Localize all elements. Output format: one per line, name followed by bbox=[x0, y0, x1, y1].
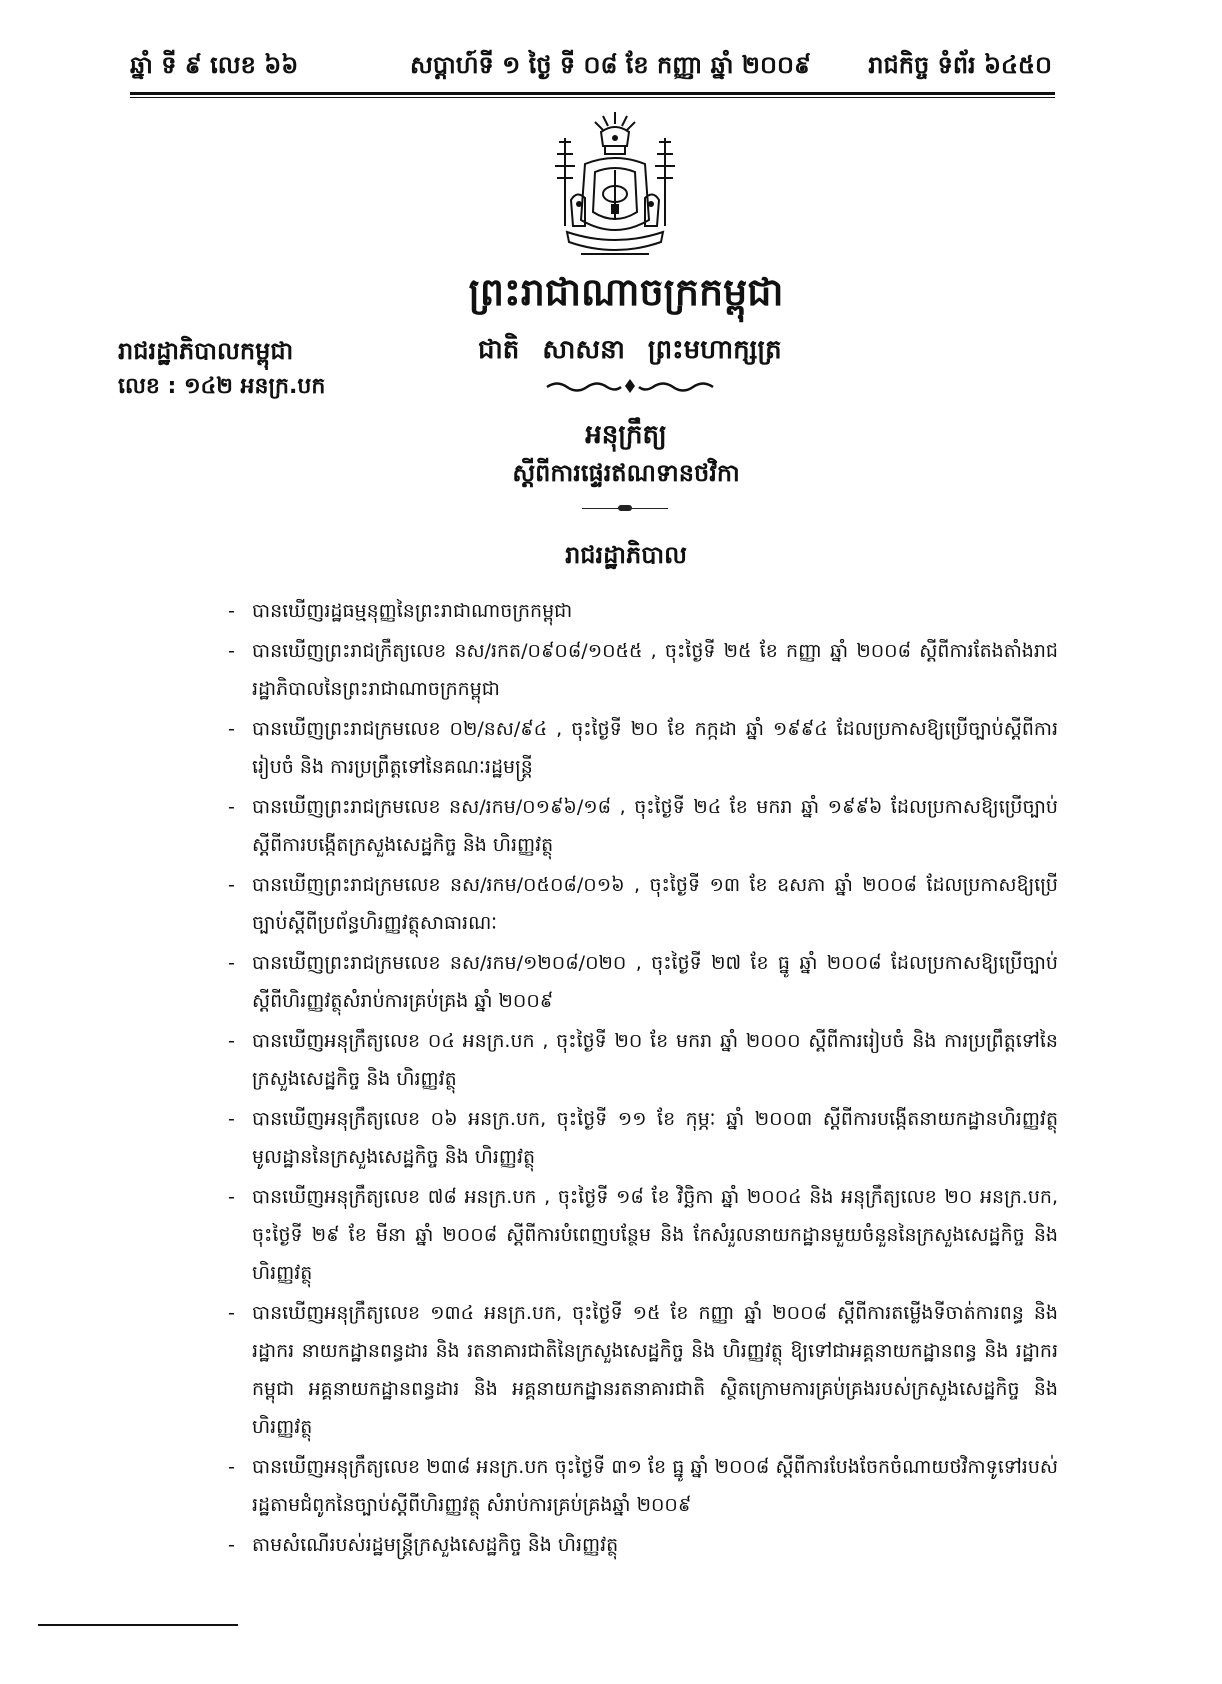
document-subject: ស្តីពីការផ្ទេរឥណទានថវិកា bbox=[512, 459, 740, 487]
clause-item: - បានឃើញអនុក្រឹត្យលេខ ០៤ អនក្រ.បក , ចុះថ្ងៃទី ២០ ខែ មករា ឆ្នាំ ២០០០ ស្តីពីការរៀបចំ និង ការប្រព្រឹត្តទៅនៃក្រសួងសេដ្ឋកិច្ច និង ហិរញ្ញវត្ថុ bbox=[228, 1022, 1058, 1098]
clause-item: - បានឃើញព្រះរាជក្រមលេខ នស/រកម/០៥០៨/០១៦ , ចុះថ្ងៃទី ១៣ ខែ ឧសភា ឆ្នាំ ២០០៨ ដែលប្រកាសឱ្យប្រើច្បាប់ស្តីពីប្រព័ន្ធហិរញ្ញវត្ថុសាធារណៈ bbox=[228, 866, 1058, 942]
clause-item: - បានឃើញព្រះរាជក្រមលេខ នស/រកម/១២០៨/០២០ , ចុះថ្ងៃទី ២៧ ខែ ធ្នូ ឆ្នាំ ២០០៨ ដែលប្រកាសឱ្យប្រើច្បាប់ស្តីពីហិរញ្ញវត្ថុសំរាប់ការគ្រប់គ្រង ឆ្នាំ ២០០៩ bbox=[228, 944, 1058, 1020]
motto-king: ព្រះមហាក្សត្រ bbox=[647, 335, 782, 365]
issuing-government: រាជរដ្ឋាភិបាលកម្ពុជា bbox=[118, 337, 294, 365]
gazette-week-date: សប្តាហ៍ទី ១ ថ្ងៃ ទី ០៨ ខែ កញ្ញា ឆ្នាំ ២០០៩ bbox=[410, 51, 811, 79]
gazette-year-issue: ឆ្នាំ ទី ៩ លេខ ៦៦ bbox=[130, 51, 299, 79]
document-number: លេខ : ១៤២ អនក្រ.បក bbox=[118, 374, 326, 399]
clause-item: - បានឃើញរដ្ឋធម្មនុញ្ញនៃព្រះរាជាណាចក្រកម្ពុជា bbox=[228, 592, 1058, 630]
clause-item: - បានឃើញអនុក្រឹត្យលេខ ០៦ អនក្រ.បក, ចុះថ្ងៃទី ១១ ខែ កុម្ភៈ ឆ្នាំ ២០០៣ ស្តីពីការបង្កើតនាយកដ្ឋានហិរញ្ញវត្ថុមូលដ្ឋាននៃក្រសួងសេដ្ឋកិច្ច និង ហិរញ្ញវត្ថុ bbox=[228, 1100, 1058, 1176]
footnote-rule bbox=[38, 1624, 238, 1626]
clause-item: - បានឃើញព្រះរាជក្រឹត្យលេខ នស/រកត/០៩០៨/១០៥៥ , ចុះថ្ងៃទី ២៥ ខែ កញ្ញា ឆ្នាំ ២០០៨ ស្តីពីការតែងតាំងរាជរដ្ឋាភិបាលនៃព្រះរាជាណាចក្រកម្ពុជា bbox=[228, 632, 1058, 708]
gazette-page-number: រាជកិច្ច ទំព័រ ៦៤៥០ bbox=[868, 51, 1052, 79]
title-divider-dot bbox=[618, 505, 632, 511]
national-motto bbox=[478, 333, 796, 371]
clause-item: - បានឃើញអនុក្រឹត្យលេខ ១៣៤ អនក្រ.បក, ចុះថ្ងៃទី ១៥ ខែ កញ្ញា ឆ្នាំ ២០០៨ ស្តីពីការតម្លើងទីចាត់ការពន្ធ និង រដ្ឋាករ នាយកដ្ឋានពន្ធដារ និង រតនាគារជាតិនៃក្រសួងសេដ្ឋកិច្ច និង ហិរញ្ញវត្ថុ ឱ្យទៅជាអគ្គនាយកដ្ឋានពន្ធ និង រដ្ឋាករកម្ពុជា អគ្គនាយកដ្ឋានពន្ធដារ និង អគ្គនាយកដ្ឋានរតនាគារជាតិ ស្ថិតក្រោមការគ្រប់គ្រងរបស់ក្រសួងសេដ្ឋកិច្ច និង ហិរញ្ញវត្ថុ bbox=[228, 1294, 1058, 1446]
preamble-clauses bbox=[228, 592, 1058, 1566]
motto-religion: សាសនា bbox=[542, 335, 625, 365]
clause-item: - បានឃើញព្រះរាជក្រមលេខ នស/រកម/០១៩៦/១៨ , ចុះថ្ងៃទី ២៤ ខែ មករា ឆ្នាំ ១៩៩៦ ដែលប្រកាសឱ្យប្រើច្បាប់ស្តីពីការបង្កើតក្រសួងសេដ្ឋកិច្ច និង ហិរញ្ញវត្ថុ bbox=[228, 788, 1058, 864]
header-rule bbox=[130, 92, 1055, 98]
royal-coat-of-arms-icon bbox=[545, 108, 685, 268]
clause-item: - បានឃើញព្រះរាជក្រមលេខ ០២/នស/៩៤ , ចុះថ្ងៃទី ២០ ខែ កក្កដា ឆ្នាំ ១៩៩៤ ដែលប្រកាសឱ្យប្រើច្បាប់ស្តីពីការរៀបចំ និង ការប្រព្រឹត្តទៅនៃគណៈរដ្ឋមន្ត្រី bbox=[228, 710, 1058, 786]
decorative-ornament-icon bbox=[545, 378, 715, 394]
motto-nation: ជាតិ bbox=[478, 335, 520, 365]
kingdom-name: ព្រះរាជាណាចក្រកម្ពុជា bbox=[468, 270, 784, 314]
clause-item: - បានឃើញអនុក្រឹត្យលេខ ២៣៨ អនក្រ.បក ចុះថ្ងៃទី ៣១ ខែ ធ្នូ ឆ្នាំ ២០០៨ ស្តីពីការបែងចែកចំណាយថវិកាទូទៅរបស់រដ្ឋតាមជំពូកនៃច្បាប់ស្តីពីហិរញ្ញវត្ថុ សំរាប់ការគ្រប់គ្រងឆ្នាំ ២០០៩ bbox=[228, 1448, 1058, 1524]
document-type-title: អនុក្រឹត្យ bbox=[585, 420, 667, 450]
clause-item: - បានឃើញអនុក្រឹត្យលេខ ៧៨ អនក្រ.បក , ចុះថ្ងៃទី ១៨ ខែ វិច្ឆិកា ឆ្នាំ ២០០៤ និង អនុក្រឹត្យលេខ ២០ អនក្រ.បក, ចុះថ្ងៃទី ២៩ ខែ មីនា ឆ្នាំ ២០០៨ ស្តីពីការបំពេញបន្ថែម និង កែសំរួលនាយកដ្ឋានមួយចំនួននៃក្រសួងសេដ្ឋកិច្ច និង ហិរញ្ញវត្ថុ bbox=[228, 1178, 1058, 1292]
section-heading: រាជរដ្ឋាភិបាល bbox=[565, 541, 687, 569]
clause-item: - តាមសំណើរបស់រដ្ឋមន្ត្រីក្រសួងសេដ្ឋកិច្ច និង ហិរញ្ញវត្ថុ bbox=[228, 1526, 1058, 1564]
